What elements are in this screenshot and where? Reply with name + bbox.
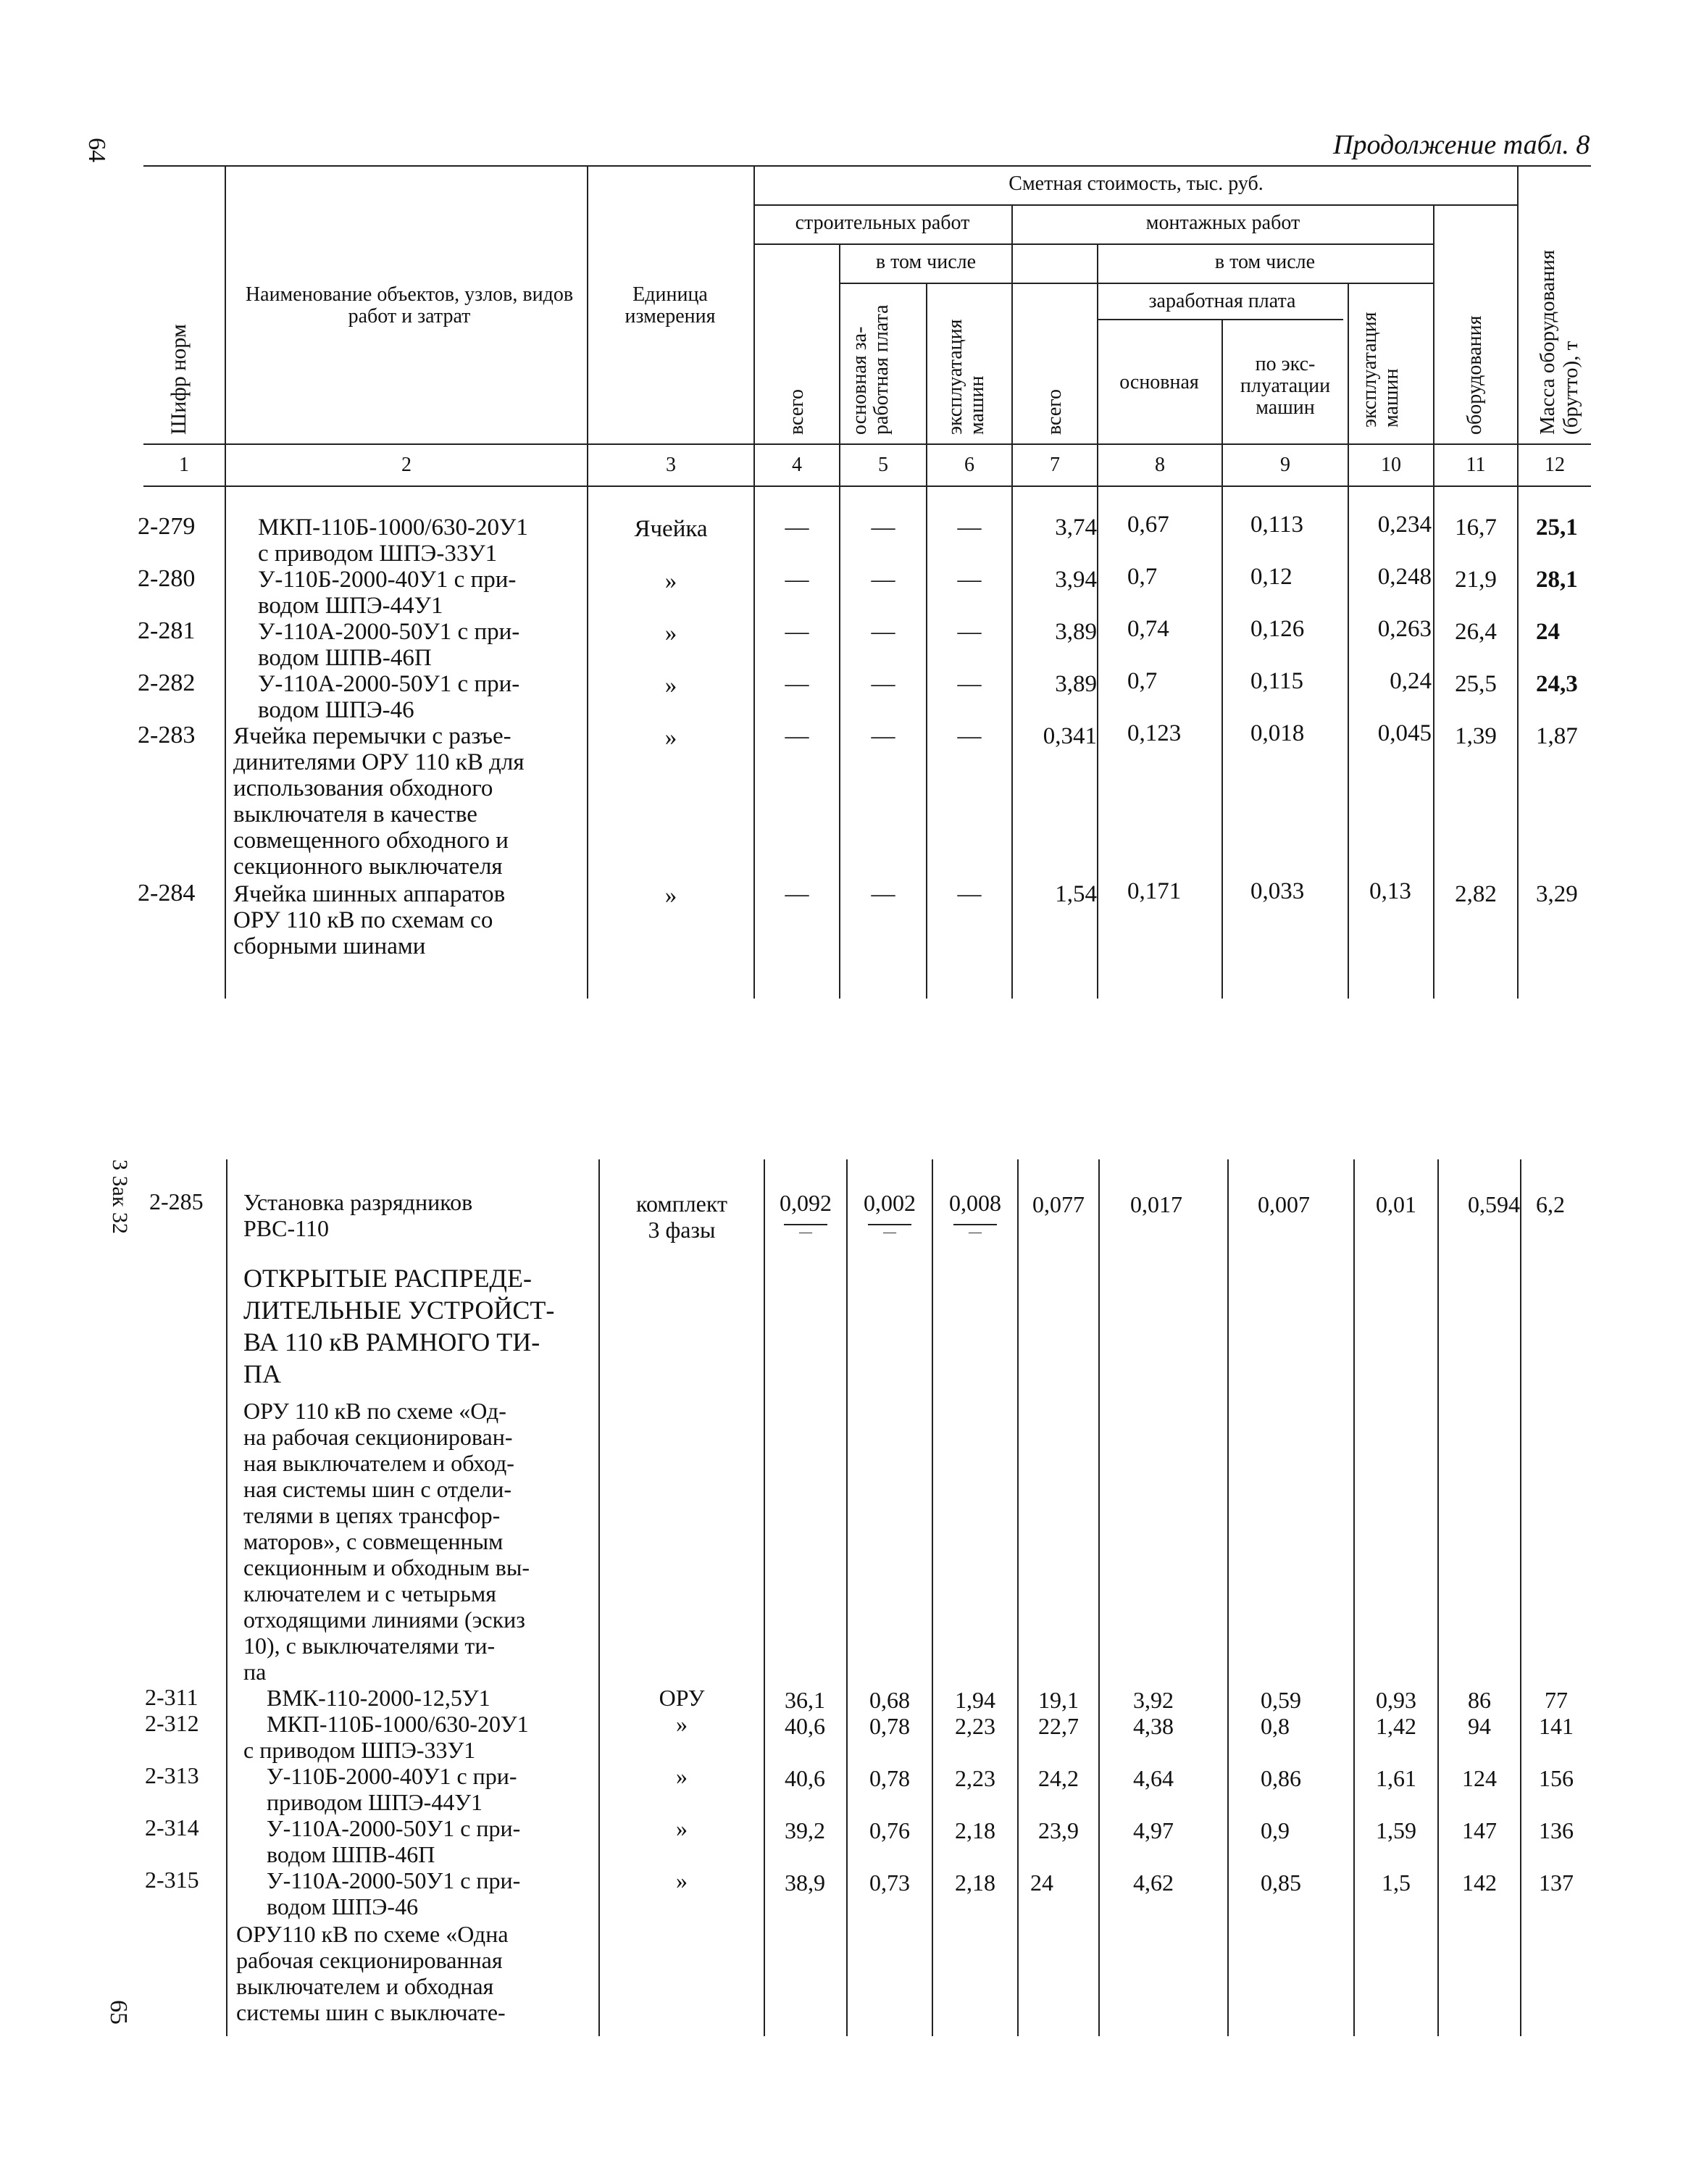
wage-base-header: основная [1119,371,1199,393]
continuation-label: Продолжение табл. 8 [1333,130,1590,160]
col-unit-header: Единица измерения [625,283,716,328]
equipment-header: оборудования [1463,315,1486,435]
estimate-header: Сметная стоимость, тыс. руб. [1008,172,1264,195]
including-construction: в том числе [875,251,977,273]
installation-header: монтажных работ [1145,212,1300,234]
total-construction-header: всего [785,388,808,435]
left-page-number: 64 [83,138,110,162]
wage-header: заработная плата [1148,290,1296,312]
total-installation-header: всего [1043,388,1066,435]
wage-machines-header: по экс-плуатации машин [1240,353,1331,419]
col-code-header: Шифр норм [167,324,191,435]
right-page-number: 65 [105,2000,132,2025]
base-wage-header: основная за-работная плата [848,304,893,435]
mass-header: Масса оборудования (брутто), т [1536,249,1582,435]
col-name-header: Наименование объектов, узлов, видов работ и затрат [245,283,574,328]
including-installation: в том числе [1214,251,1316,273]
signature-mark: 3 Зак 32 [108,1159,132,1234]
machines-installation-header: эксплуатация машин [1358,312,1403,428]
construction-header: строительных работ [795,212,970,234]
machines-construction-header: эксплуатация машин [944,319,988,435]
